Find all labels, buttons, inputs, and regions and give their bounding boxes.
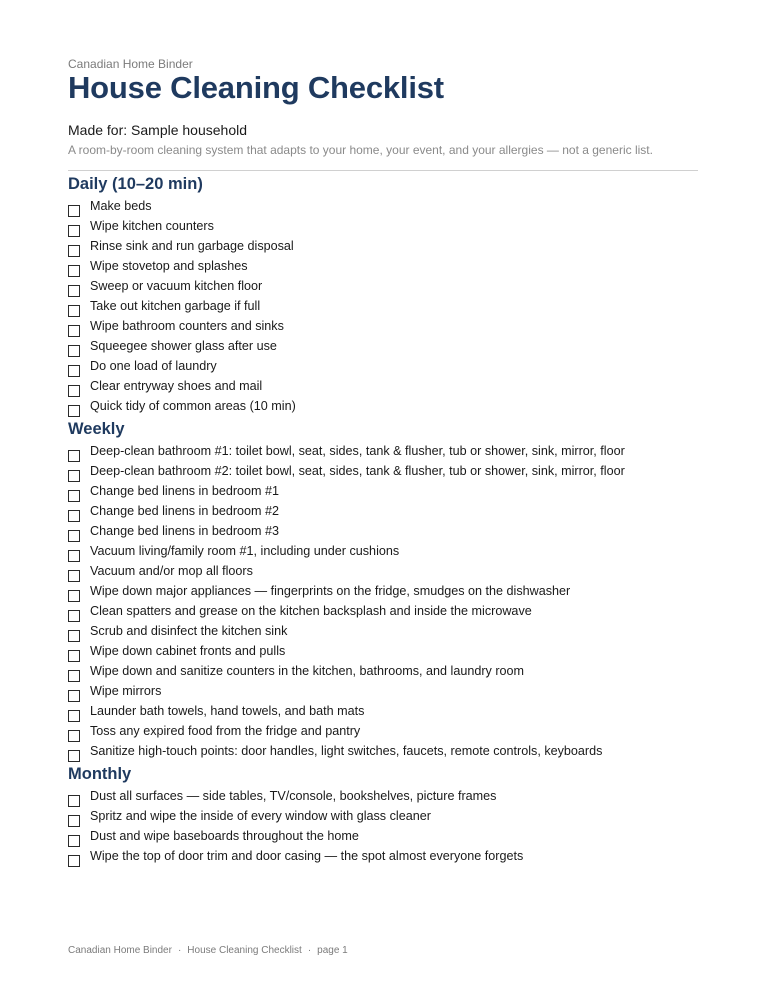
- item-label: Change bed linens in bedroom #1: [90, 484, 280, 498]
- footer-doc-title: House Cleaning Checklist: [187, 945, 302, 956]
- brand-name: Canadian Home Binder: [68, 57, 193, 71]
- header-divider: [68, 170, 698, 171]
- checkbox[interactable]: [68, 345, 80, 357]
- item-label: Scrub and disinfect the kitchen sink: [90, 624, 288, 638]
- list-item: [68, 524, 698, 544]
- list-item: [68, 584, 698, 604]
- list-item: [68, 809, 698, 829]
- list-item: [68, 484, 698, 504]
- checkbox[interactable]: [68, 285, 80, 297]
- list-item: [68, 219, 698, 239]
- list-item: [68, 444, 698, 464]
- item-label: Clean spatters and grease on the kitchen backsplash and inside the microwave: [90, 604, 532, 618]
- list-item: [68, 464, 698, 484]
- list-item: [68, 604, 698, 624]
- item-label: Do one load of laundry: [90, 359, 217, 373]
- checkbox[interactable]: [68, 325, 80, 337]
- list-item: [68, 624, 698, 644]
- list-item: [68, 544, 698, 564]
- item-label: Take out kitchen garbage if full: [90, 299, 261, 313]
- item-label: Dust all surfaces — side tables, TV/console, bookshelves, picture frames: [90, 789, 497, 803]
- item-label: Wipe the top of door trim and door casing — the spot almost everyone forgets: [90, 849, 524, 863]
- list-item: [68, 564, 698, 584]
- list-item: [68, 504, 698, 524]
- made-for-label: Made for: Sample household: [68, 122, 247, 138]
- list-item: [68, 379, 698, 399]
- checkbox[interactable]: [68, 450, 80, 462]
- section-heading-monthly: Monthly: [68, 765, 132, 783]
- footer-page-number: page 1: [317, 945, 348, 956]
- item-label: Change bed linens in bedroom #2: [90, 504, 280, 518]
- checkbox[interactable]: [68, 305, 80, 317]
- checkbox[interactable]: [68, 550, 80, 562]
- item-label: Quick tidy of common areas (10 min): [90, 399, 296, 413]
- page-title: House Cleaning Checklist: [68, 70, 444, 105]
- checkbox[interactable]: [68, 630, 80, 642]
- checkbox[interactable]: [68, 750, 80, 762]
- item-label: Toss any expired food from the fridge and pantry: [90, 724, 361, 738]
- item-label: Vacuum and/or mop all floors: [90, 564, 253, 578]
- list-item: [68, 299, 698, 319]
- list-item: [68, 399, 698, 419]
- checkbox[interactable]: [68, 385, 80, 397]
- checkbox[interactable]: [68, 650, 80, 662]
- checkbox[interactable]: [68, 590, 80, 602]
- item-label: Squeegee shower glass after use: [90, 339, 277, 353]
- page-subtitle: A room-by-room cleaning system that adapts to your home, your event, and your allergies — not a generic list.: [68, 143, 653, 157]
- checkbox[interactable]: [68, 815, 80, 827]
- item-label: Make beds: [90, 199, 152, 213]
- item-label: Wipe mirrors: [90, 684, 162, 698]
- list-item: [68, 829, 698, 849]
- checkbox[interactable]: [68, 405, 80, 417]
- item-label: Deep-clean bathroom #2: toilet bowl, seat, sides, tank & flusher, tub or shower, sink, mirror, floor: [90, 464, 625, 478]
- checkbox[interactable]: [68, 570, 80, 582]
- checkbox[interactable]: [68, 245, 80, 257]
- item-label: Sweep or vacuum kitchen floor: [90, 279, 263, 293]
- list-item: [68, 239, 698, 259]
- checkbox[interactable]: [68, 835, 80, 847]
- section-heading-weekly: Weekly: [68, 420, 125, 438]
- item-label: Wipe down cabinet fronts and pulls: [90, 644, 286, 658]
- item-label: Rinse sink and run garbage disposal: [90, 239, 294, 253]
- weekly-checklist: [68, 444, 698, 764]
- footer-brand: Canadian Home Binder: [68, 945, 172, 956]
- list-item: [68, 724, 698, 744]
- item-label: Clear entryway shoes and mail: [90, 379, 263, 393]
- list-item: [68, 849, 698, 869]
- checkbox[interactable]: [68, 490, 80, 502]
- checkbox[interactable]: [68, 670, 80, 682]
- daily-checklist: [68, 199, 698, 419]
- footer-separator: ·: [307, 945, 312, 956]
- footer-separator: ·: [177, 945, 182, 956]
- page-footer: [68, 945, 348, 957]
- item-label: Wipe down major appliances — fingerprints on the fridge, smudges on the dishwasher: [90, 584, 571, 598]
- list-item: [68, 664, 698, 684]
- checkbox[interactable]: [68, 855, 80, 867]
- list-item: [68, 644, 698, 664]
- list-item: [68, 319, 698, 339]
- item-label: Wipe kitchen counters: [90, 219, 214, 233]
- list-item: [68, 199, 698, 219]
- checkbox[interactable]: [68, 365, 80, 377]
- list-item: [68, 704, 698, 724]
- item-label: Sanitize high-touch points: door handles, light switches, faucets, remote controls, keyboards: [90, 744, 603, 758]
- section-heading-daily: Daily (10–20 min): [68, 175, 203, 193]
- item-label: Wipe down and sanitize counters in the kitchen, bathrooms, and laundry room: [90, 664, 525, 678]
- item-label: Vacuum living/family room #1, including under cushions: [90, 544, 400, 558]
- item-label: Wipe bathroom counters and sinks: [90, 319, 284, 333]
- checkbox[interactable]: [68, 710, 80, 722]
- list-item: [68, 684, 698, 704]
- list-item: [68, 259, 698, 279]
- list-item: [68, 744, 698, 764]
- checkbox[interactable]: [68, 795, 80, 807]
- item-label: Dust and wipe baseboards throughout the home: [90, 829, 359, 843]
- checkbox[interactable]: [68, 470, 80, 482]
- checkbox[interactable]: [68, 265, 80, 277]
- item-label: Deep-clean bathroom #1: toilet bowl, seat, sides, tank & flusher, tub or shower, sink, mirror, floor: [90, 444, 625, 458]
- list-item: [68, 789, 698, 809]
- checkbox[interactable]: [68, 225, 80, 237]
- item-label: Wipe stovetop and splashes: [90, 259, 248, 273]
- item-label: Launder bath towels, hand towels, and bath mats: [90, 704, 365, 718]
- checkbox[interactable]: [68, 530, 80, 542]
- list-item: [68, 359, 698, 379]
- checkbox[interactable]: [68, 730, 80, 742]
- item-label: Change bed linens in bedroom #3: [90, 524, 280, 538]
- list-item: [68, 279, 698, 299]
- item-label: Spritz and wipe the inside of every window with glass cleaner: [90, 809, 431, 823]
- checkbox[interactable]: [68, 510, 80, 522]
- checkbox[interactable]: [68, 610, 80, 622]
- list-item: [68, 339, 698, 359]
- checklist-page: [68, 57, 698, 869]
- monthly-checklist: [68, 789, 698, 869]
- checkbox[interactable]: [68, 690, 80, 702]
- checkbox[interactable]: [68, 205, 80, 217]
